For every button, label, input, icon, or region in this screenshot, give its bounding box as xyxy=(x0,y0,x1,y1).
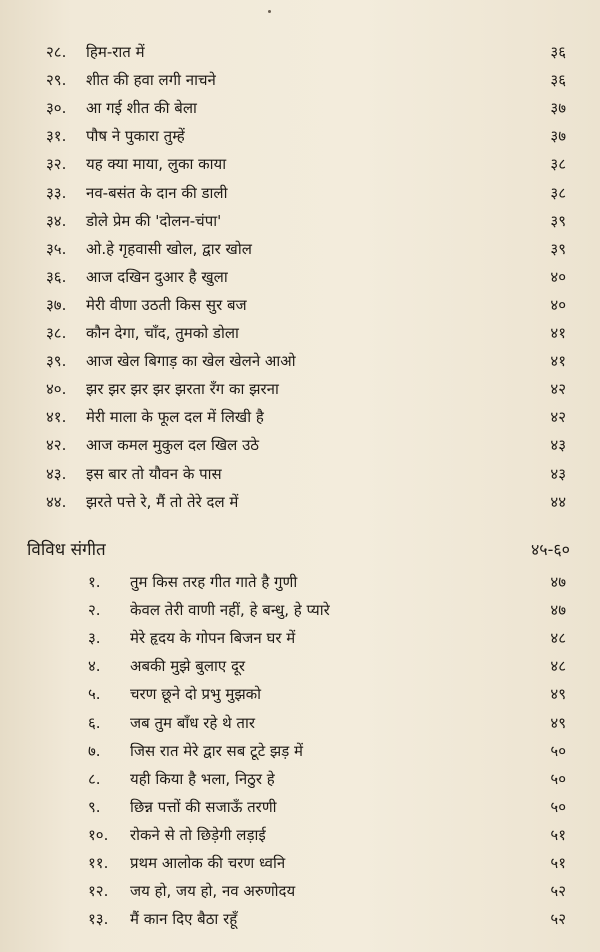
entry-page-number: ५२ xyxy=(550,882,566,901)
entry-title: झरते पत्ते रे, मैं तो तेरे दल में xyxy=(86,492,239,511)
entry-page-number: ५० xyxy=(550,769,566,788)
toc-entry xyxy=(0,263,600,291)
entry-page-number: ४७ xyxy=(550,601,566,620)
entry-page-number: ४२ xyxy=(550,408,566,427)
toc-entry xyxy=(0,652,600,680)
entry-page-number: ४९ xyxy=(550,685,566,704)
entry-number: ३७. xyxy=(46,295,67,314)
entry-number: ३०. xyxy=(46,99,67,118)
toc-entry xyxy=(0,821,600,849)
toc-entry xyxy=(0,207,600,235)
entry-page-number: ४८ xyxy=(550,629,566,648)
entry-number: ८. xyxy=(88,769,101,788)
entry-number: १३. xyxy=(88,910,109,929)
entry-number: ३५. xyxy=(46,239,67,258)
entry-page-number: ४४ xyxy=(550,492,566,511)
entry-page-number: ५० xyxy=(550,741,566,760)
entry-title: कौन देगा, चाँद, तुमको डोला xyxy=(86,324,239,342)
toc-entry xyxy=(0,596,600,624)
entry-number: ५. xyxy=(88,685,101,704)
entry-title: नव-बसंत के दान की डाली xyxy=(86,183,228,202)
entry-title: आज खेल बिगाड़ का खेल खेलने आओ xyxy=(86,352,296,371)
entry-title: आ गई शीत की बेला xyxy=(86,99,197,118)
entry-title: प्रथम आलोक की चरण ध्वनि xyxy=(130,854,286,872)
entry-page-number: ४१ xyxy=(550,352,566,371)
entry-number: ९. xyxy=(88,797,101,816)
toc-entry xyxy=(0,179,600,207)
entry-title: यह क्या माया, लुका काया xyxy=(86,155,227,174)
entry-page-number: ४० xyxy=(550,295,566,314)
entry-number: १२. xyxy=(88,882,109,901)
entry-number: २८. xyxy=(46,43,67,61)
toc-entry xyxy=(0,765,600,793)
entry-number: ३. xyxy=(88,629,101,648)
toc-entry xyxy=(0,709,600,737)
entry-title: मेरी वीणा उठती किस सुर बज xyxy=(86,295,247,314)
entry-title: आज कमल मुकुल दल खिल उठे xyxy=(86,436,260,455)
toc-entry xyxy=(0,403,600,431)
entry-page-number: ५२ xyxy=(550,910,566,929)
entry-page-number: ५१ xyxy=(550,854,566,872)
entry-title: यही किया है भला, निठुर हे xyxy=(130,769,275,788)
entry-title: ओ.हे गृहवासी खोल, द्वार खोल xyxy=(86,239,252,258)
toc-entry xyxy=(0,150,600,178)
entry-number: ४३. xyxy=(46,464,67,483)
section-heading: विविध संगीत xyxy=(27,540,106,560)
entry-title: छिन्न पत्तों की सजाऊँ तरणी xyxy=(130,797,277,816)
entry-title: झर झर झर झर झरता रँग का झरना xyxy=(86,380,279,399)
entry-page-number: ३८ xyxy=(550,183,566,202)
entry-title: शीत की हवा लगी नाचने xyxy=(86,71,216,90)
entry-page-number: ४९ xyxy=(550,713,566,732)
entry-number: ४४. xyxy=(46,492,67,511)
entry-title: इस बार तो यौवन के पास xyxy=(86,464,222,483)
entry-title: चरण छूने दो प्रभु मुझको xyxy=(130,685,262,704)
entry-title: अबकी मुझे बुलाए दूर xyxy=(130,657,246,676)
ink-speck xyxy=(268,10,271,13)
entry-page-number: ३७ xyxy=(550,127,566,146)
toc-entry xyxy=(0,737,600,765)
entry-page-number: ५१ xyxy=(550,825,566,844)
toc-entry xyxy=(0,38,600,66)
toc-entry xyxy=(0,488,600,516)
entry-number: ७. xyxy=(88,741,101,760)
entry-number: ३८. xyxy=(46,324,67,342)
entry-page-number: ४८ xyxy=(550,657,566,676)
entry-number: ४०. xyxy=(46,380,67,399)
entry-title: डोले प्रेम की 'दोलन-चंपा' xyxy=(86,211,222,230)
entry-number: ४. xyxy=(88,657,101,676)
entry-number: ३९. xyxy=(46,352,67,371)
section-page-range: ४५-६० xyxy=(530,540,570,559)
entry-number: २९. xyxy=(46,71,67,90)
entry-page-number: ४० xyxy=(550,267,566,286)
entry-number: ११. xyxy=(88,854,109,872)
toc-entry xyxy=(0,291,600,319)
entry-page-number: ४७ xyxy=(550,573,566,591)
entry-title: तुम किस तरह गीत गाते है गुणी xyxy=(130,573,298,591)
entry-page-number: ३८ xyxy=(550,155,566,174)
entry-page-number: ३६ xyxy=(550,43,566,61)
entry-page-number: ३९ xyxy=(550,239,566,258)
entry-title: मेरी माला के फूल दल में लिखी है xyxy=(86,408,264,427)
entry-page-number: ४२ xyxy=(550,380,566,399)
entry-number: ३२. xyxy=(46,155,67,174)
entry-title: जब तुम बाँध रहे थे तार xyxy=(130,713,255,732)
entry-number: २. xyxy=(88,601,101,620)
entry-number: ३१. xyxy=(46,127,67,146)
entry-number: ४२. xyxy=(46,436,67,455)
entry-title: केवल तेरी वाणी नहीं, हे बन्धु, हे प्यारे xyxy=(130,601,330,620)
entry-title: मेरे हृदय के गोपन बिजन घर में xyxy=(130,629,296,648)
toc-entry xyxy=(0,319,600,347)
toc-entry xyxy=(0,347,600,375)
toc-entry xyxy=(0,680,600,708)
entry-page-number: ३९ xyxy=(550,211,566,230)
toc-entry xyxy=(0,624,600,652)
toc-entry xyxy=(0,793,600,821)
entry-number: १. xyxy=(88,573,101,591)
entry-title: जय हो, जय हो, नव अरुणोदय xyxy=(130,882,296,901)
entry-title: पौष ने पुकारा तुम्हें xyxy=(86,127,185,146)
entry-title: मैं कान दिए बैठा रहूँ xyxy=(130,910,238,929)
toc-entry xyxy=(0,877,600,905)
entry-number: ३३. xyxy=(46,183,67,202)
entry-title: जिस रात मेरे द्वार सब टूटे झड़ में xyxy=(130,741,304,760)
toc-entry xyxy=(0,375,600,403)
entry-number: ६. xyxy=(88,713,101,732)
entry-number: ३६. xyxy=(46,267,67,286)
entry-page-number: ४१ xyxy=(550,324,566,342)
entry-page-number: ३६ xyxy=(550,71,566,90)
toc-entry xyxy=(0,568,600,596)
toc-entry xyxy=(0,431,600,459)
entry-number: १०. xyxy=(88,825,109,844)
entry-page-number: ५० xyxy=(550,797,566,816)
entry-title: हिम-रात में xyxy=(86,43,145,61)
entry-title: आज दखिन दुआर है खुला xyxy=(86,267,228,286)
toc-entry xyxy=(0,235,600,263)
toc-entry xyxy=(0,122,600,150)
entry-title: रोकने से तो छिड़ेगी लड़ाई xyxy=(130,825,266,844)
toc-entry xyxy=(0,66,600,94)
toc-entry xyxy=(0,460,600,488)
entry-page-number: ४३ xyxy=(550,436,566,455)
entry-page-number: ४३ xyxy=(550,464,566,483)
toc-entry xyxy=(0,905,600,933)
toc-entry xyxy=(0,94,600,122)
entry-number: ३४. xyxy=(46,211,67,230)
entry-number: ४१. xyxy=(46,408,67,427)
toc-entry xyxy=(0,849,600,877)
entry-page-number: ३७ xyxy=(550,99,566,118)
